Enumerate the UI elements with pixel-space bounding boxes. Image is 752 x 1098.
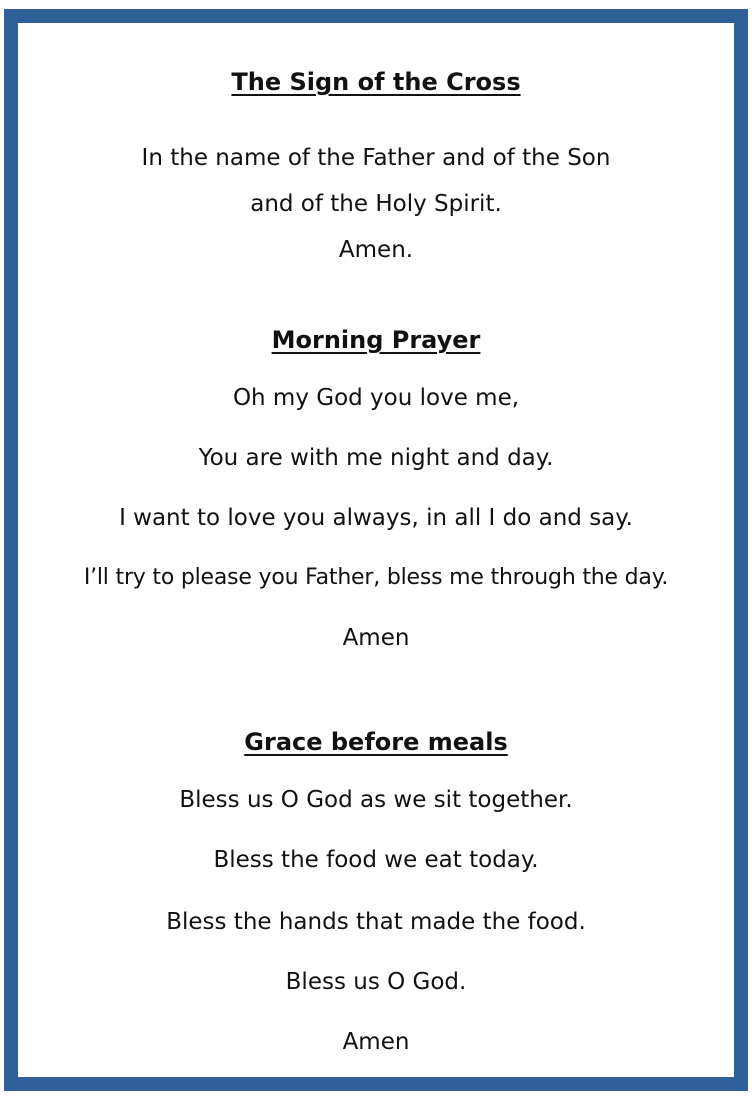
morning-prayer-line-3: I want to love you always, in all I do and say. xyxy=(119,505,633,531)
morning-prayer-line-4: I’ll try to please you Father, bless me through the day. xyxy=(83,565,669,590)
sign-of-cross-amen: Amen. xyxy=(338,237,414,263)
grace-title: Grace before meals xyxy=(244,728,508,756)
sign-of-cross-line-2: and of the Holy Spirit. xyxy=(250,191,502,217)
morning-prayer-line-2: You are with me night and day. xyxy=(198,445,554,471)
morning-prayer-line-1: Oh my God you love me, xyxy=(232,385,520,411)
morning-prayer-title: Morning Prayer xyxy=(271,326,481,354)
sign-of-cross-line-1: In the name of the Father and of the Son xyxy=(141,145,611,171)
grace-amen: Amen xyxy=(342,1029,410,1055)
grace-line-4: Bless us O God. xyxy=(285,969,467,995)
grace-line-1: Bless us O God as we sit together. xyxy=(179,787,573,813)
sign-of-cross-title: The Sign of the Cross xyxy=(231,68,521,96)
morning-prayer-amen: Amen xyxy=(342,625,410,651)
grace-line-2: Bless the food we eat today. xyxy=(213,847,539,873)
prayer-sheet xyxy=(4,9,748,1091)
grace-line-3: Bless the hands that made the food. xyxy=(166,909,586,935)
